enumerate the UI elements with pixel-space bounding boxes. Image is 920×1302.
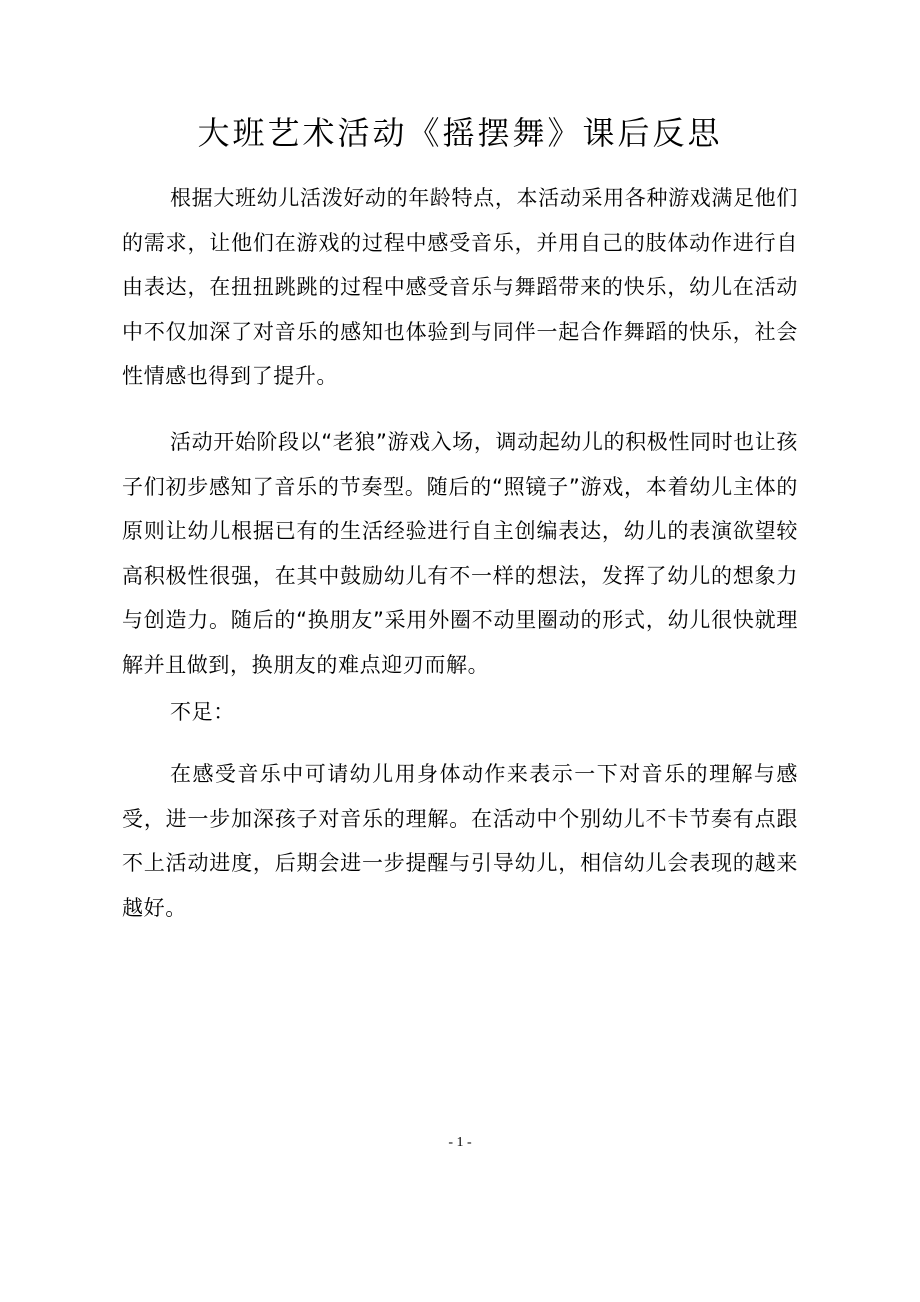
paragraph-intro: 根据大班幼儿活泼好动的年龄特点，本活动采用各种游戏满足他们的需求，让他们在游戏的过程中感受音乐，并用自己的肢体动作进行自由表达，在扭扭跳跳的过程中感受音乐与舞蹈带来的快乐，幼儿在活动中不仅加深了对音乐的感知也体验到与同伴一起合作舞蹈的快乐，社会性情感也得到了提升。	[122, 186, 798, 388]
paragraph-activity-process: 活动开始阶段以“老狼”游戏入场，调动起幼儿的积极性同时也让孩子们初步感知了音乐的节奏型。随后的“照镜子”游戏，本着幼儿主体的原则让幼儿根据已有的生活经验进行自主创编表达，幼儿的表演欲望较高积极性很强，在其中鼓励幼儿有不一样的想法，发挥了幼儿的想象力与创造力。随后的“换朋友”采用外圈不动里圈动的形式，幼儿很快就理解并且做到，换朋友的难点迎刃而解。	[122, 430, 798, 677]
paragraph-improvement: 在感受音乐中可请幼儿用身体动作来表示一下对音乐的理解与感受，进一步加深孩子对音乐的理解。在活动中个别幼儿不卡节奏有点跟不上活动进度，后期会进一步提醒与引导幼儿，相信幼儿会表现的越来越好。	[122, 762, 798, 920]
page-number: - 1 -	[448, 1135, 472, 1150]
paragraph-shortcomings-heading: 不足：	[170, 700, 235, 724]
document-title: 大班艺术活动《摇摆舞》课后反思	[197, 114, 723, 152]
